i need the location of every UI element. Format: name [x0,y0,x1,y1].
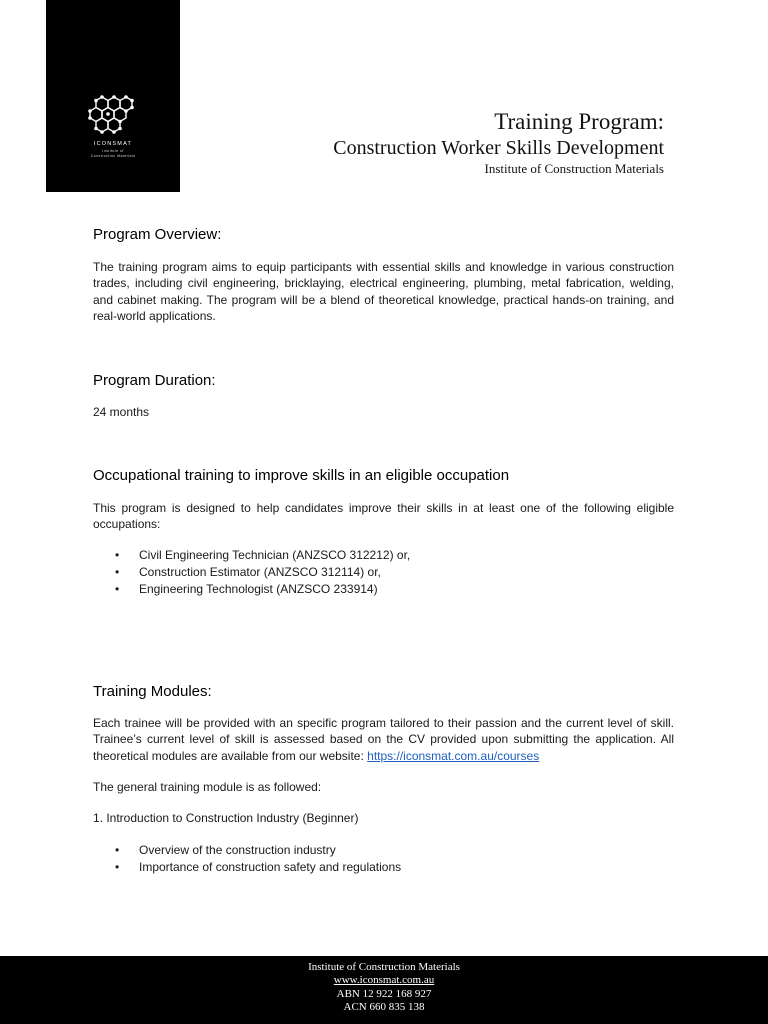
modules-text-body: Each trainee will be provided with an specific program tailored to their passion and the current level of skill. Trainee’s current level of skill is assessed based on the CV provided upon submitting the application. All theoretical modules are available from our website: [93,716,674,763]
logo-block [46,0,180,192]
general-module-text: The general training module is as followed: [93,780,322,794]
occupation-list [93,547,674,598]
logo-name: ICONSMAT [93,141,133,147]
document-header [333,108,664,178]
document-title: Training Program: [494,109,664,134]
footer-institute-name: Institute of Construction Materials [308,961,460,973]
list-item: • Civil Engineering Technician (ANZSCO 312212) or, [93,547,674,564]
modules-heading: Training Modules: [93,683,212,700]
footer-website-link[interactable]: www.iconsmat.com.au [333,974,435,987]
document-subtitle: Construction Worker Skills Development [333,137,664,159]
overview-text: The training program aims to equip participants with essential skills and knowledge in various construction trades, including civil engineering, bricklaying, electrical engineering, plumbing, metal fabrication, welding, and cabinet making. The program will be a blend of theoretical knowledge, practical hands-on training, and real-world applications. [93,260,674,323]
institute-name: Institute of Construction Materials [484,161,664,176]
logo-subtitle-line1: Institute of [102,149,124,153]
courses-link[interactable]: https://iconsmat.com.au/courses [367,748,540,763]
module1-title: 1. Introduction to Construction Industry (Beginner) [93,811,359,825]
occupational-heading: Occupational training to improve skills in an eligible occupation [93,467,510,484]
footer-acn: ACN 660 835 138 [343,1001,425,1014]
module1-list [93,842,674,876]
list-item: • Engineering Technologist (ANZSCO 233914) [93,581,674,598]
duration-heading: Program Duration: [93,372,216,389]
occupational-text: This program is designed to help candidates improve their skills in at least one of the following eligible occupations: [93,501,674,532]
list-item: • Construction Estimator (ANZSCO 312114) or, [93,564,674,581]
overview-heading: Program Overview: [93,226,222,243]
logo-subtitle-line2: Construction Materials [90,154,136,158]
duration-text: 24 months [93,405,150,419]
hexagon-logo-icon [88,93,138,137]
modules-text [93,715,674,764]
footer-abn: ABN 12 922 168 927 [336,987,432,1000]
page-footer [0,956,768,1024]
list-item: • Overview of the construction industry [93,842,674,859]
logo-subtitle [46,149,180,159]
list-item: • Importance of construction safety and regulations [93,859,674,876]
